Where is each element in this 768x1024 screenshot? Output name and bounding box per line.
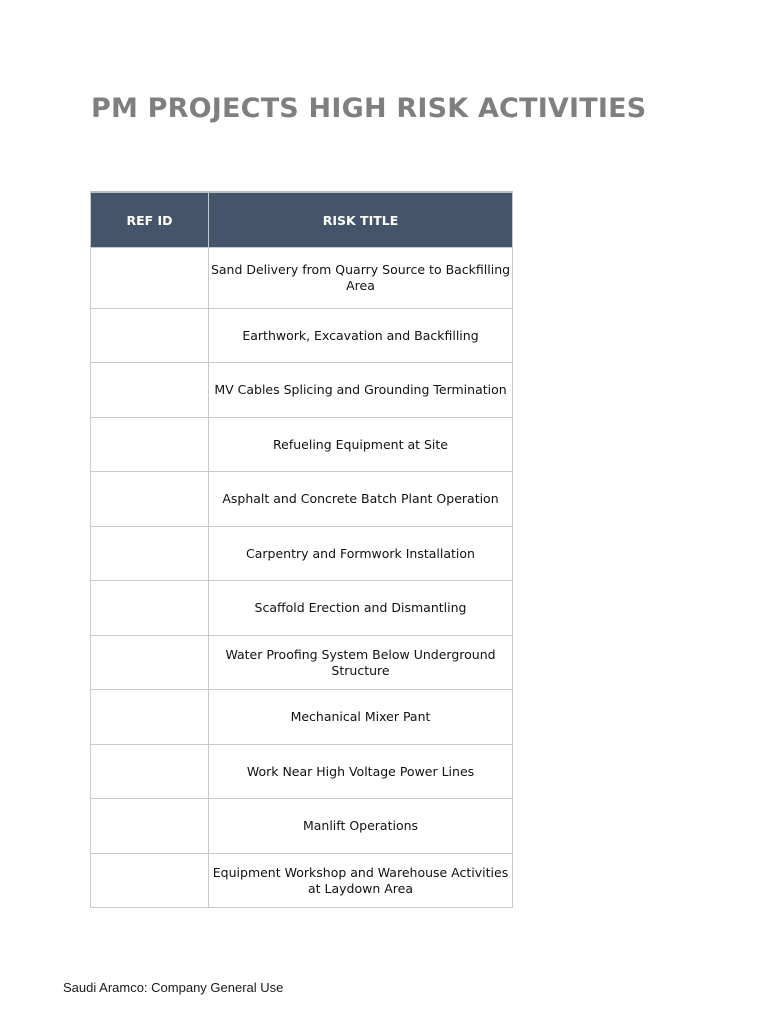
table-row: [91, 854, 513, 908]
ref-id-cell: [91, 472, 209, 527]
risk-title-cell: Equipment Workshop and Warehouse Activities at Laydown Area: [209, 854, 513, 908]
ref-id-cell: [91, 527, 209, 581]
column-header-risk-title: RISK TITLE: [209, 192, 513, 248]
table-row: [91, 309, 513, 363]
risk-title-cell: MV Cables Splicing and Grounding Termination: [209, 363, 513, 418]
table-row: [91, 418, 513, 472]
table-row: [91, 581, 513, 636]
table-row: [91, 363, 513, 418]
table-row: [91, 799, 513, 854]
risk-title-cell: Work Near High Voltage Power Lines: [209, 745, 513, 799]
risk-title-cell: Scaffold Erection and Dismantling: [209, 581, 513, 636]
risk-title-cell: Sand Delivery from Quarry Source to Backfilling Area: [209, 248, 513, 309]
table-row: [91, 690, 513, 745]
ref-id-cell: [91, 799, 209, 854]
ref-id-cell: [91, 636, 209, 690]
risk-title-cell: Water Proofing System Below Underground Structure: [209, 636, 513, 690]
page-title: PM PROJECTS HIGH RISK ACTIVITIES: [91, 93, 647, 124]
risk-table: [90, 191, 513, 908]
risk-title-cell: Carpentry and Formwork Installation: [209, 527, 513, 581]
risk-title-cell: Refueling Equipment at Site: [209, 418, 513, 472]
ref-id-cell: [91, 854, 209, 908]
risk-title-cell: Asphalt and Concrete Batch Plant Operation: [209, 472, 513, 527]
column-header-ref-id: REF ID: [91, 192, 209, 248]
ref-id-cell: [91, 363, 209, 418]
ref-id-cell: [91, 690, 209, 745]
page-title-container: [91, 92, 647, 132]
risk-title-cell: Manlift Operations: [209, 799, 513, 854]
table-row: [91, 472, 513, 527]
classification-footer: Saudi Aramco: Company General Use: [63, 980, 284, 995]
table-row: [91, 636, 513, 690]
table-row: [91, 248, 513, 309]
table-row: [91, 745, 513, 799]
ref-id-cell: [91, 309, 209, 363]
risk-title-cell: Mechanical Mixer Pant: [209, 690, 513, 745]
table-header-row: [91, 192, 513, 248]
risk-title-cell: Earthwork, Excavation and Backfilling: [209, 309, 513, 363]
ref-id-cell: [91, 418, 209, 472]
ref-id-cell: [91, 581, 209, 636]
ref-id-cell: [91, 248, 209, 309]
table-row: [91, 527, 513, 581]
ref-id-cell: [91, 745, 209, 799]
